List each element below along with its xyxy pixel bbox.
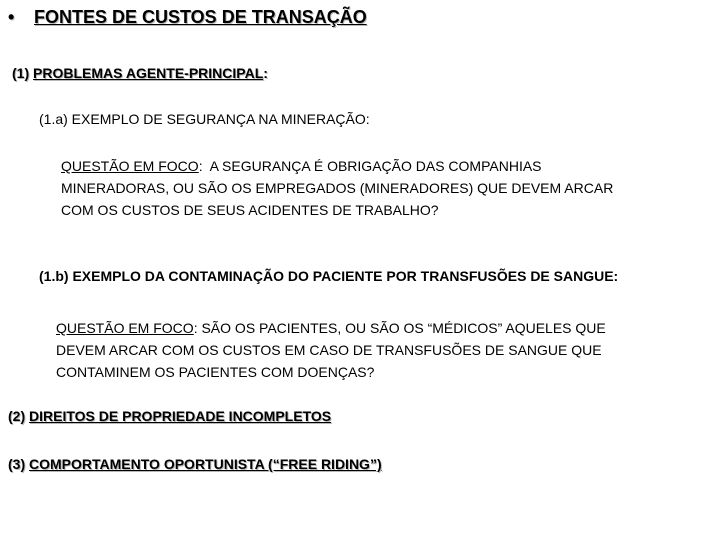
bullet-icon: •: [8, 7, 15, 27]
example-b-focus-label: QUESTÃO EM FOCO: [56, 320, 194, 336]
example-a-focus-label: QUESTÃO EM FOCO: [61, 158, 199, 174]
example-b-heading: (1.b) EXEMPLO DA CONTAMINAÇÃO DO PACIENTE POR TRANSFUSÕES DE SANGUE:: [39, 268, 619, 284]
example-b-line-1: [56, 317, 711, 339]
slide-title: [8, 7, 367, 28]
item-3-label: COMPORTAMENTO OPORTUNISTA (“FREE RIDING”): [29, 456, 382, 472]
item-1-heading: [12, 65, 268, 81]
example-a-line-1: [61, 155, 711, 177]
item-2-label: DIREITOS DE PROPRIEDADE INCOMPLETOS: [29, 408, 332, 424]
item-2-number: (2): [8, 408, 26, 424]
example-b-focus-sep: :: [193, 320, 198, 336]
example-a-paragraph: [61, 155, 711, 221]
slide-title-text: FONTES DE CUSTOS DE TRANSAÇÃO: [34, 7, 367, 27]
example-a-line-2: MINERADORAS, OU SÃO OS EMPREGADOS (MINERADORES) QUE DEVEM ARCAR: [61, 180, 614, 196]
item-3-number: (3): [8, 456, 26, 472]
example-a-line-3: COM OS CUSTOS DE SEUS ACIDENTES DE TRABALHO?: [61, 202, 439, 218]
example-b-line-3: CONTAMINEM OS PACIENTES COM DOENÇAS?: [56, 364, 375, 380]
example-b-paragraph: [56, 317, 711, 383]
item-1-label: PROBLEMAS AGENTE-PRINCIPAL: [33, 65, 264, 81]
item-3-heading: [8, 456, 382, 472]
example-b-line-1-text: SÃO OS PACIENTES, OU SÃO OS “MÉDICOS” AQUELES QUE: [201, 320, 606, 336]
item-2-heading: [8, 408, 331, 424]
example-a-heading: (1.a) EXEMPLO DE SEGURANÇA NA MINERAÇÃO:: [39, 111, 370, 127]
example-a-line-1-text: A SEGURANÇA É OBRIGAÇÃO DAS COMPANHIAS: [209, 158, 542, 174]
item-1-number: (1): [12, 65, 30, 81]
example-a-focus-sep: :: [198, 158, 203, 174]
item-1-suffix: :: [263, 65, 268, 81]
example-b-line-2: DEVEM ARCAR COM OS CUSTOS EM CASO DE TRANSFUSÕES DE SANGUE QUE: [56, 342, 602, 358]
